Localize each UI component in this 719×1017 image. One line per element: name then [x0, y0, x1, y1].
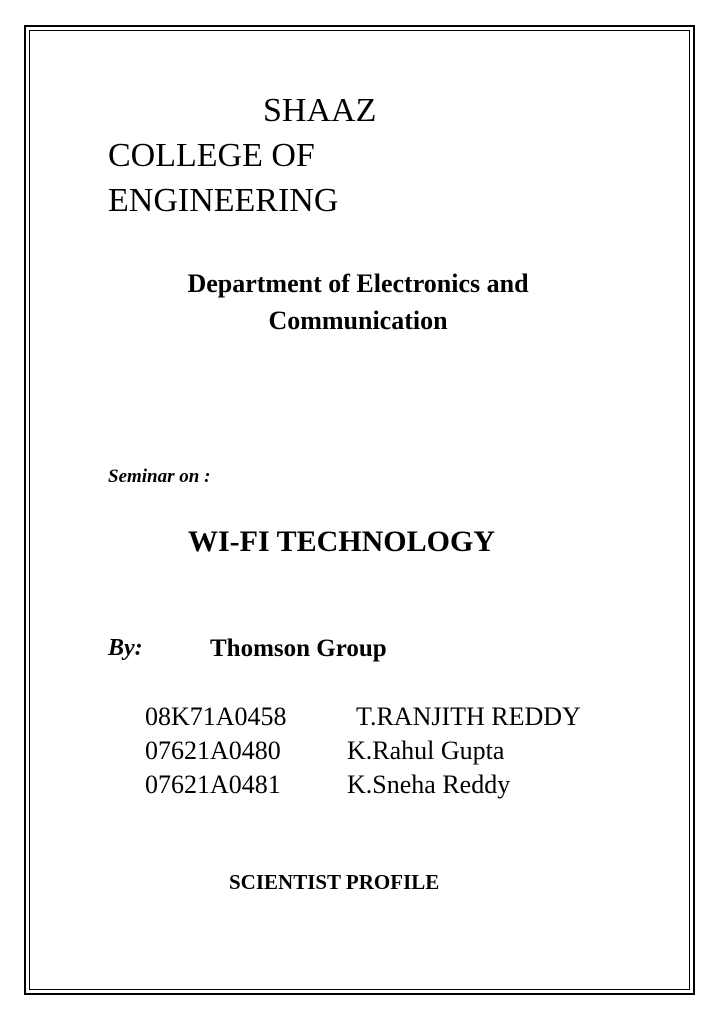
by-label: By: — [108, 635, 143, 661]
seminar-title: WI-FI TECHNOLOGY — [188, 525, 495, 558]
seminar-label: Seminar on : — [108, 466, 211, 487]
member-name: K.Rahul Gupta — [347, 736, 505, 765]
footer-title: SCIENTIST PROFILE — [229, 870, 440, 894]
college-name-line3: ENGINEERING — [108, 182, 339, 219]
member-name: K.Sneha Reddy — [347, 770, 511, 799]
member-roll: 08K71A0458 — [145, 702, 287, 731]
college-name-line2: COLLEGE OF — [108, 137, 315, 174]
group-name: Thomson Group — [210, 635, 387, 662]
department-line2: Communication — [268, 306, 448, 335]
department-line1: Department of Electronics and — [187, 269, 529, 298]
member-name: T.RANJITH REDDY — [356, 702, 581, 731]
member-roll: 07621A0480 — [145, 736, 281, 765]
member-roll: 07621A0481 — [145, 770, 281, 799]
college-name-line1: SHAAZ — [263, 92, 377, 129]
